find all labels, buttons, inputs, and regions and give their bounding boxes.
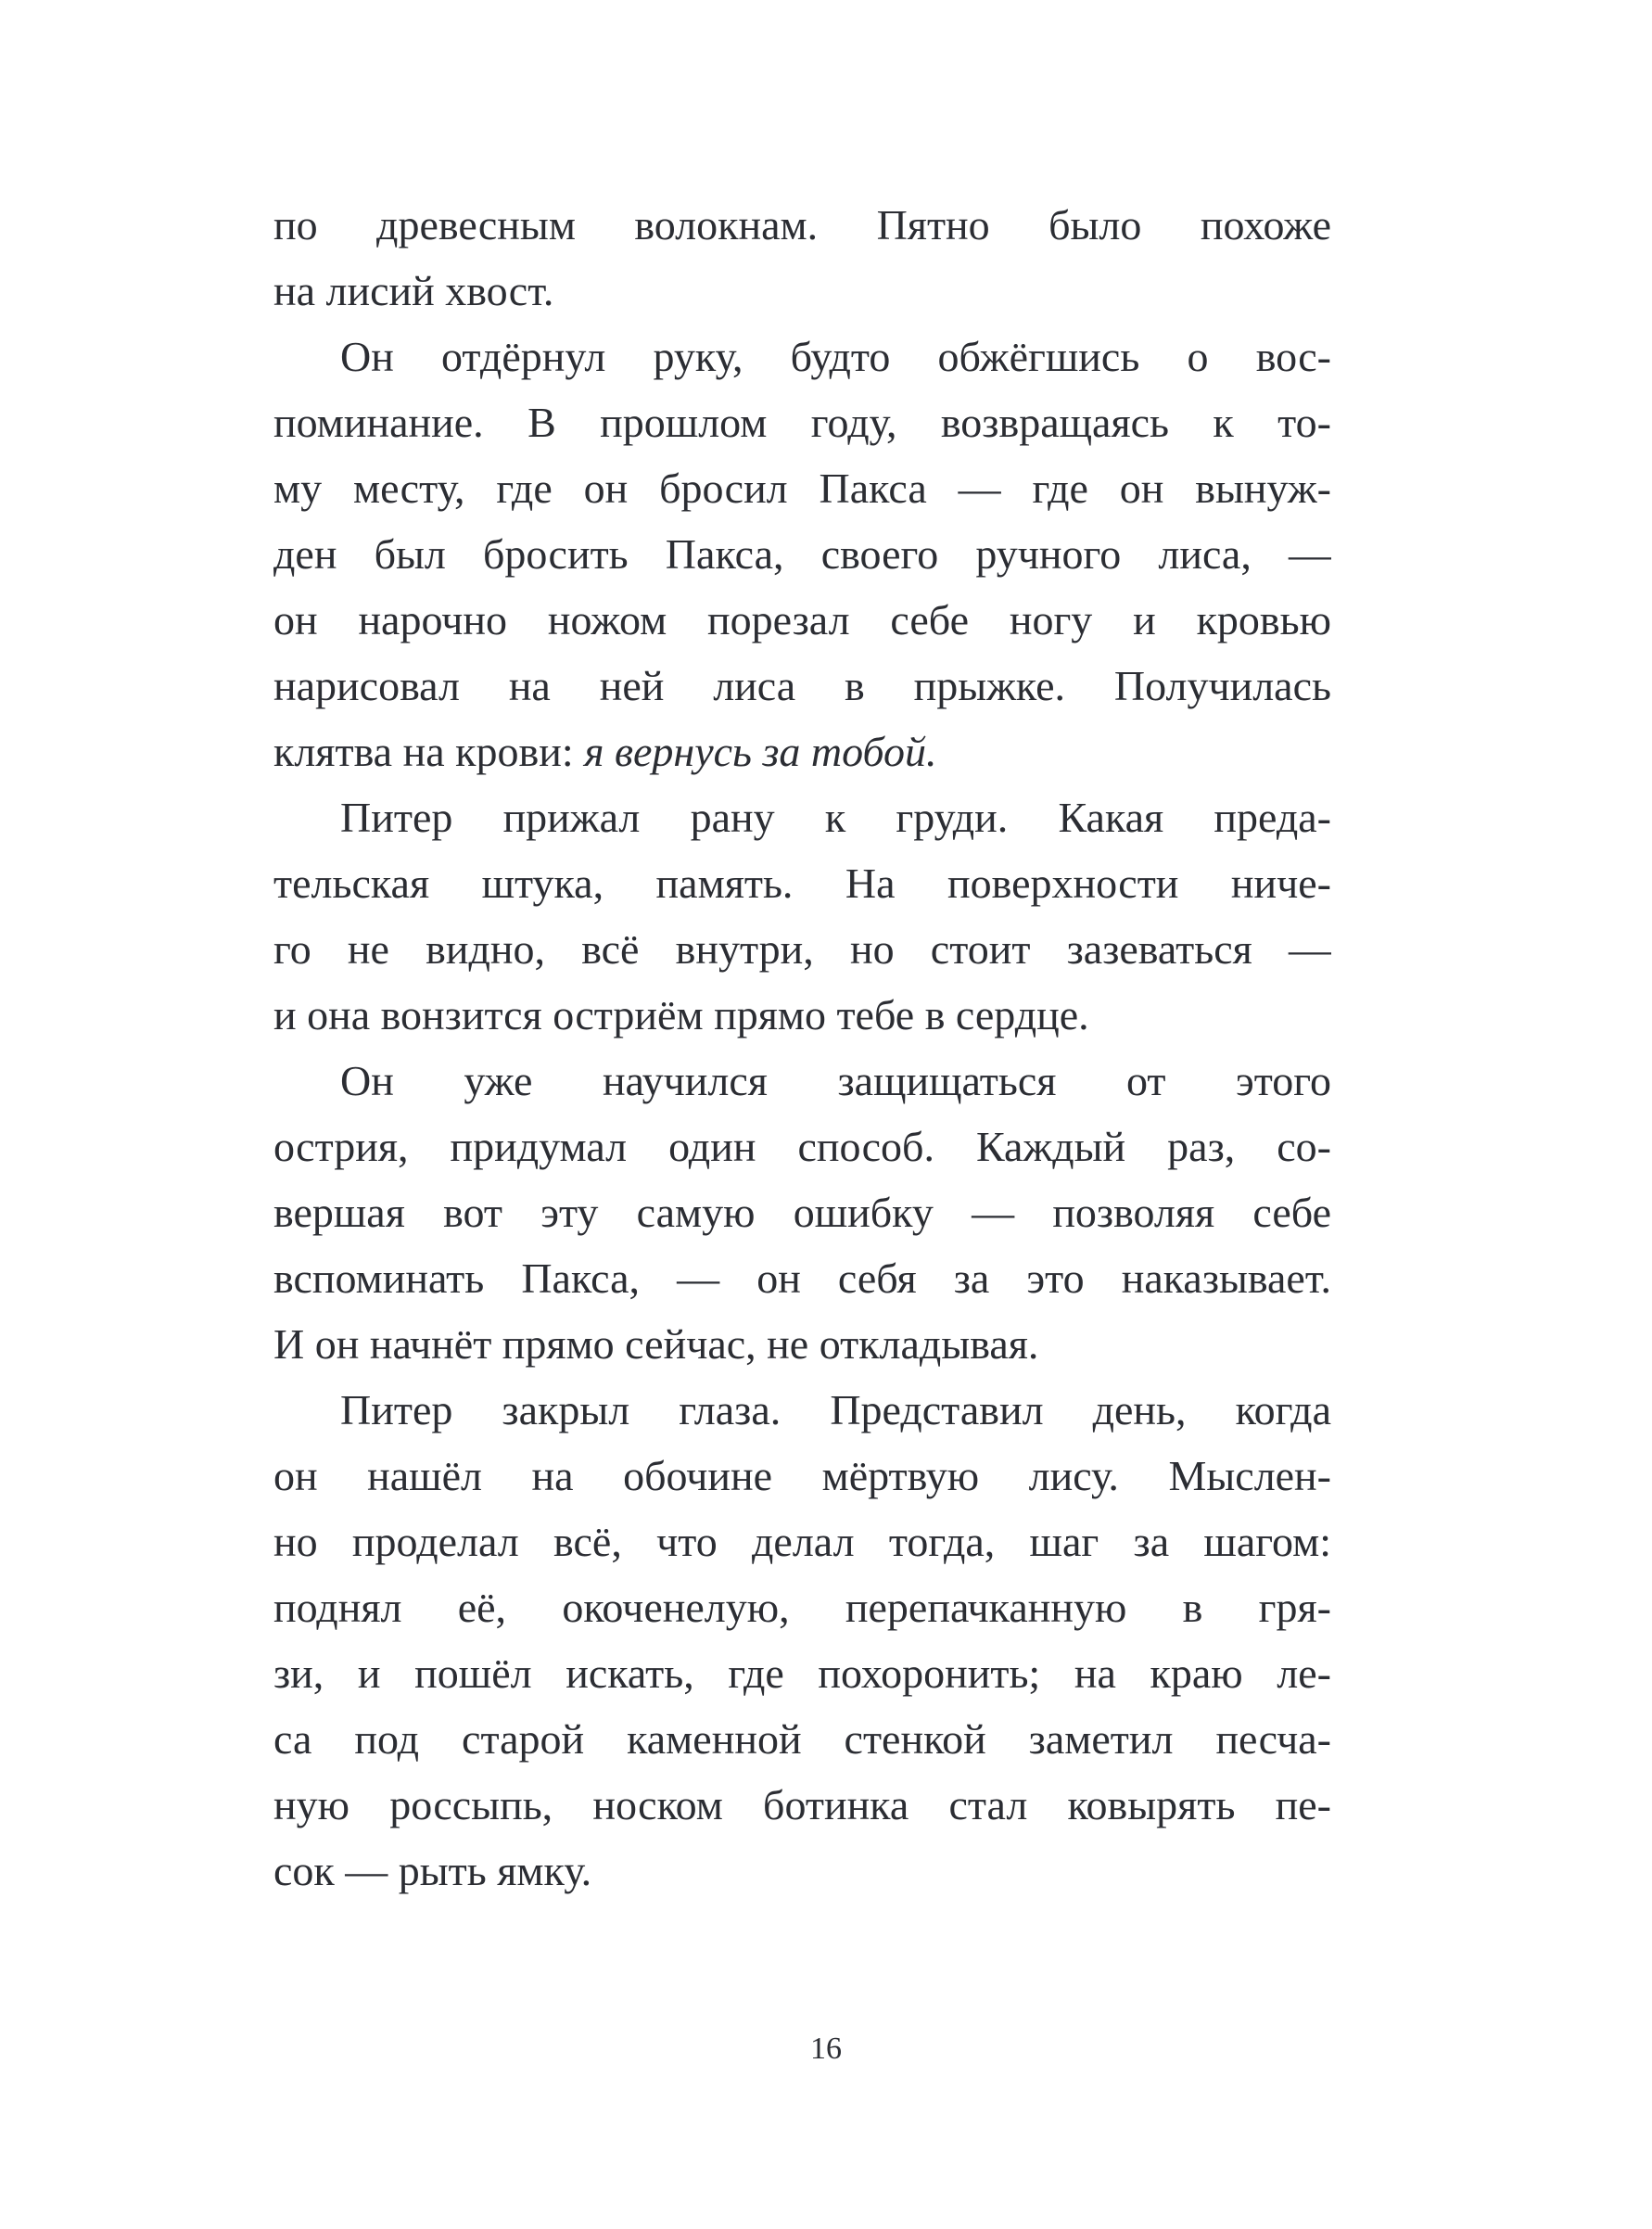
page-number: 16 xyxy=(810,2032,842,2066)
text-segment: клятва на крови: xyxy=(273,728,585,775)
text-line: зи, и пошёл искать, где похоронить; на краю ле- xyxy=(273,1649,1331,1697)
body-text xyxy=(273,192,1331,1904)
text-line: вспоминать Пакса, — он себя за это наказывает. xyxy=(273,1255,1331,1302)
text-line: нарисовал на ней лиса в прыжке. Получилась xyxy=(273,662,1331,709)
text-line: Питер закрыл глаза. Представил день, когда xyxy=(340,1386,1331,1433)
text-line: он нашёл на обочине мёртвую лису. Мыслен- xyxy=(273,1452,1331,1499)
text-line: по древесным волокнам. Пятно было похоже xyxy=(273,201,1331,248)
text-line: му месту, где он бросил Пакса — где он вынуж- xyxy=(273,465,1331,512)
text-line: но проделал всё, что делал тогда, шаг за шагом: xyxy=(273,1518,1331,1565)
text-line: Он отдёрнул руку, будто обжёгшись о вос- xyxy=(340,333,1331,380)
italic-text-segment: я вернусь за тобой. xyxy=(584,728,937,775)
text-line: и она вонзится остриём прямо тебе в сердце. xyxy=(273,991,1089,1038)
text-line: на лисий хвост. xyxy=(273,267,554,314)
text-line: го не видно, всё внутри, но стоит зазеваться — xyxy=(273,925,1331,973)
text-line: Питер прижал рану к груди. Какая преда- xyxy=(340,794,1331,841)
text-line: ден был бросить Пакса, своего ручного лиса, — xyxy=(273,530,1331,578)
text-line: поднял её, окоченелую, перепачканную в гря- xyxy=(273,1584,1331,1631)
text-line: острия, придумал один способ. Каждый раз, со- xyxy=(273,1123,1331,1170)
text-line: сок — рыть ямку. xyxy=(273,1847,592,1894)
text-line: вершая вот эту самую ошибку — позволяя себе xyxy=(273,1189,1331,1236)
text-line: ную россыпь, носком ботинка стал ковырять пе- xyxy=(273,1781,1331,1828)
text-line: он нарочно ножом порезал себе ногу и кровью xyxy=(273,596,1331,643)
text-line: Он уже научился защищаться от этого xyxy=(340,1057,1331,1104)
text-line xyxy=(273,719,1331,784)
text-line: са под старой каменной стенкой заметил песча- xyxy=(273,1715,1331,1763)
text-line: И он начнёт прямо сейчас, не откладывая. xyxy=(273,1320,1039,1368)
text-line: поминание. В прошлом году, возвращаясь к то- xyxy=(273,399,1331,446)
text-line: тельская штука, память. На поверхности ниче- xyxy=(273,860,1331,907)
